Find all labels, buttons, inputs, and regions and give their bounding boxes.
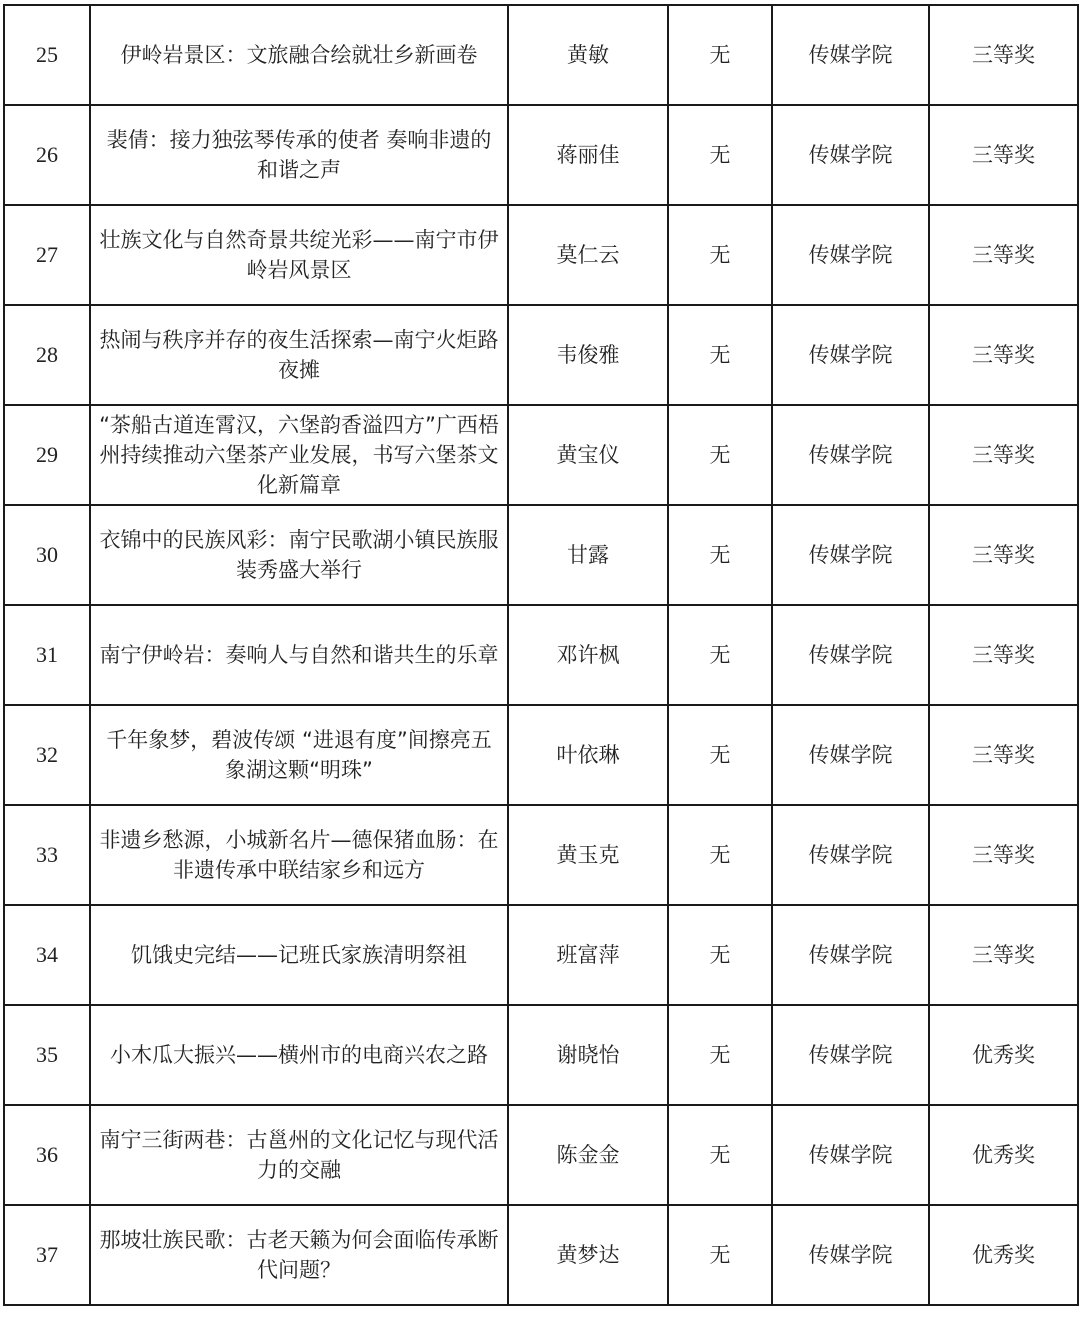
- row-number: 34: [4, 905, 90, 1005]
- advisor: 无: [668, 505, 772, 605]
- row-number: 33: [4, 805, 90, 905]
- row-number: 25: [4, 5, 90, 105]
- college: 传媒学院: [772, 305, 929, 405]
- award-level: 优秀奖: [929, 1205, 1078, 1305]
- work-title: 那坡壮族民歌：古老天籁为何会面临传承断代问题？: [90, 1205, 508, 1305]
- award-level: 三等奖: [929, 505, 1078, 605]
- author-name: 班富萍: [508, 905, 668, 1005]
- college: 传媒学院: [772, 605, 929, 705]
- work-title: 南宁伊岭岩：奏响人与自然和谐共生的乐章: [90, 605, 508, 705]
- award-level: 三等奖: [929, 705, 1078, 805]
- advisor: 无: [668, 1105, 772, 1205]
- row-number: 37: [4, 1205, 90, 1305]
- advisor: 无: [668, 305, 772, 405]
- college: 传媒学院: [772, 1005, 929, 1105]
- table-row: [4, 5, 1078, 105]
- row-number: 29: [4, 405, 90, 505]
- row-number: 28: [4, 305, 90, 405]
- author-name: 韦俊雅: [508, 305, 668, 405]
- work-title: “茶船古道连霄汉，六堡韵香溢四方”广西梧州持续推动六堡茶产业发展，书写六堡茶文化新篇章: [90, 405, 508, 505]
- advisor: 无: [668, 5, 772, 105]
- advisor: 无: [668, 205, 772, 305]
- table-row: [4, 805, 1078, 905]
- author-name: 蒋丽佳: [508, 105, 668, 205]
- table-row: [4, 905, 1078, 1005]
- author-name: 陈金金: [508, 1105, 668, 1205]
- table-row: [4, 1205, 1078, 1305]
- work-title: 小木瓜大振兴——横州市的电商兴农之路: [90, 1005, 508, 1105]
- advisor: 无: [668, 905, 772, 1005]
- advisor: 无: [668, 405, 772, 505]
- college: 传媒学院: [772, 405, 929, 505]
- college: 传媒学院: [772, 5, 929, 105]
- row-number: 27: [4, 205, 90, 305]
- college: 传媒学院: [772, 1105, 929, 1205]
- row-number: 36: [4, 1105, 90, 1205]
- table-row: [4, 1005, 1078, 1105]
- row-number: 26: [4, 105, 90, 205]
- advisor: 无: [668, 105, 772, 205]
- author-name: 黄宝仪: [508, 405, 668, 505]
- college: 传媒学院: [772, 105, 929, 205]
- award-level: 三等奖: [929, 105, 1078, 205]
- college: 传媒学院: [772, 505, 929, 605]
- work-title: 伊岭岩景区：文旅融合绘就壮乡新画卷: [90, 5, 508, 105]
- row-number: 32: [4, 705, 90, 805]
- college: 传媒学院: [772, 1205, 929, 1305]
- table-row: [4, 205, 1078, 305]
- table-row: [4, 505, 1078, 605]
- table-row: [4, 405, 1078, 505]
- advisor: 无: [668, 1005, 772, 1105]
- work-title: 热闹与秩序并存的夜生活探索—南宁火炬路夜摊: [90, 305, 508, 405]
- author-name: 甘露: [508, 505, 668, 605]
- table-row: [4, 705, 1078, 805]
- work-title: 衣锦中的民族风彩：南宁民歌湖小镇民族服装秀盛大举行: [90, 505, 508, 605]
- author-name: 邓许枫: [508, 605, 668, 705]
- award-level: 三等奖: [929, 405, 1078, 505]
- college: 传媒学院: [772, 205, 929, 305]
- award-level: 优秀奖: [929, 1105, 1078, 1205]
- college: 传媒学院: [772, 705, 929, 805]
- advisor: 无: [668, 1205, 772, 1305]
- author-name: 黄玉克: [508, 805, 668, 905]
- author-name: 黄梦达: [508, 1205, 668, 1305]
- row-number: 30: [4, 505, 90, 605]
- award-level: 三等奖: [929, 205, 1078, 305]
- advisor: 无: [668, 605, 772, 705]
- college: 传媒学院: [772, 905, 929, 1005]
- award-level: 三等奖: [929, 5, 1078, 105]
- awards-table-body: [4, 5, 1078, 1305]
- row-number: 35: [4, 1005, 90, 1105]
- advisor: 无: [668, 805, 772, 905]
- table-row: [4, 105, 1078, 205]
- row-number: 31: [4, 605, 90, 705]
- college: 传媒学院: [772, 805, 929, 905]
- author-name: 莫仁云: [508, 205, 668, 305]
- work-title: 壮族文化与自然奇景共绽光彩——南宁市伊岭岩风景区: [90, 205, 508, 305]
- table-row: [4, 605, 1078, 705]
- award-level: 优秀奖: [929, 1005, 1078, 1105]
- table-row: [4, 305, 1078, 405]
- author-name: 叶依琳: [508, 705, 668, 805]
- work-title: 非遗乡愁源，小城新名片—德保猪血肠：在非遗传承中联结家乡和远方: [90, 805, 508, 905]
- work-title: 南宁三街两巷：古邕州的文化记忆与现代活力的交融: [90, 1105, 508, 1205]
- award-level: 三等奖: [929, 305, 1078, 405]
- work-title: 裴倩：接力独弦琴传承的使者 奏响非遗的和谐之声: [90, 105, 508, 205]
- work-title: 千年象梦，碧波传颂 “进退有度”间擦亮五象湖这颗“明珠”: [90, 705, 508, 805]
- award-level: 三等奖: [929, 605, 1078, 705]
- author-name: 黄敏: [508, 5, 668, 105]
- awards-table: [3, 4, 1079, 1306]
- author-name: 谢晓怡: [508, 1005, 668, 1105]
- advisor: 无: [668, 705, 772, 805]
- table-row: [4, 1105, 1078, 1205]
- award-level: 三等奖: [929, 805, 1078, 905]
- award-level: 三等奖: [929, 905, 1078, 1005]
- work-title: 饥饿史完结——记班氏家族清明祭祖: [90, 905, 508, 1005]
